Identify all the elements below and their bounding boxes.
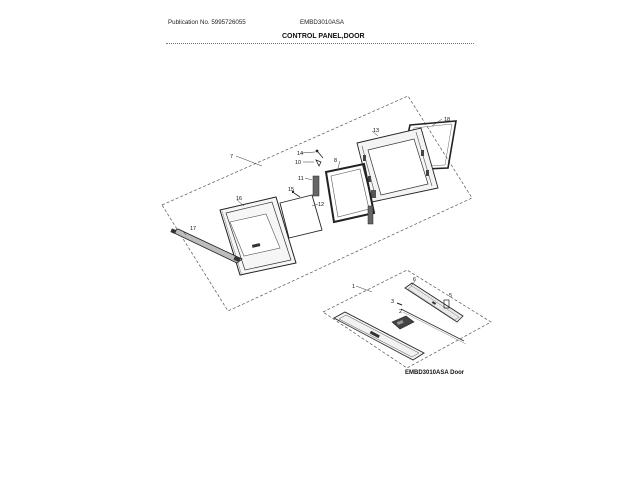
callout-18: 18 [444,117,451,123]
callout-5: 5 [449,293,453,299]
callout-13: 13 [373,128,380,134]
callout-6: 6 [413,277,417,283]
callout-16: 16 [236,196,243,202]
control-board-6 [405,283,463,322]
callout-15: 15 [288,187,295,193]
switch-module [392,316,414,329]
callout-10: 10 [295,160,302,166]
clip-10 [316,160,321,166]
callout-17: 17 [190,226,197,232]
callout-7: 7 [230,154,234,160]
callout-1: 1 [352,284,356,290]
callout-3: 3 [391,299,395,305]
callout-12: 12 [318,202,325,208]
bracket-11 [313,176,373,224]
screw-14 [316,150,323,158]
clip-right [371,190,376,198]
section-title: CONTROL PANEL,DOOR [282,33,365,40]
publication-number: Publication No. 5995726055 [168,19,246,26]
callout-14: 14 [297,151,304,157]
callout-11: 11 [298,176,304,182]
callout-2: 2 [399,309,403,315]
model-number: EMBD3010ASA [300,19,345,26]
door-assembly-outline [162,96,472,311]
part-3 [397,303,402,305]
diagram-caption: EMBD3010ASA Door [405,370,465,376]
callout-8: 8 [334,158,338,164]
